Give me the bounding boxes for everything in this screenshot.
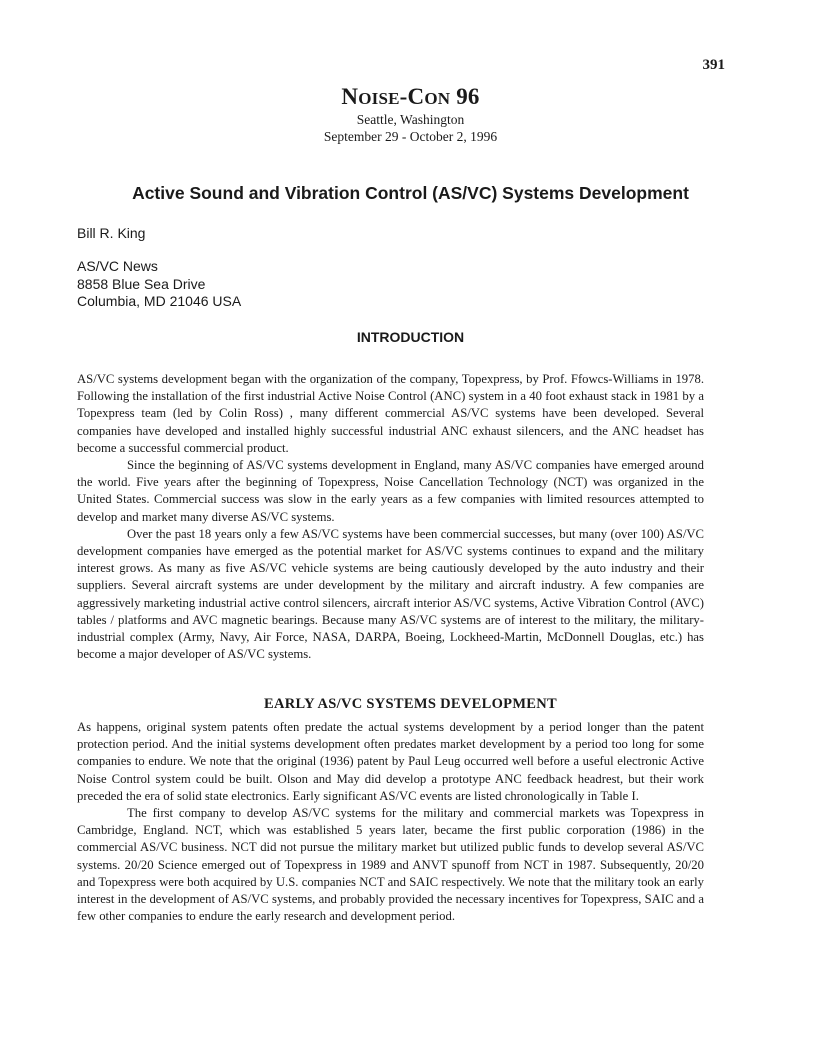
conference-location: Seattle, Washington bbox=[356, 112, 465, 127]
paragraph: As happens, original system patents often predate the actual systems development by a period longer than the patent protection period. And the initial systems development often predates market development by a period too long for some companies to endure. We note that the original (1936) patent by Paul Leug occurred well before a useful electronic Active Noise Control system could be built. Olson and May did develop a prototype ANC feedback headrest, but their work preceded the era of solid state electronics. Early significant AS/VC events are listed chronologically in Table I. bbox=[77, 720, 704, 803]
paragraph: Since the beginning of AS/VC systems development in England, many AS/VC companies have emerged around the world. Five years after the beginning of Topexpress, Noise Cancellation Technology (NCT) was organized in the United States. Commercial success was slow in the early years as a few companies with limited resources attempted to develop and market many diverse AS/VC systems. bbox=[77, 458, 704, 524]
page-number: 391 bbox=[702, 57, 725, 73]
paragraph: The first company to develop AS/VC systems for the military and commercial markets was Topexpress in Cambridge, England. NCT, which was established 5 years later, became the first public corporation (1986) in the commercial AS/VC business. NCT did not pursue the military market but utilized public funds to develop several AS/VC systems. 20/20 Science emerged out of Topexpress in 1989 and ANVT spunoff from NCT in 1987. Subsequently, 20/20 and Topexpress were both acquired by U.S. companies NCT and SAIC respectively. We note that the military took an early interest in the development of AS/VC systems, and probably provided the necessary incentives for Topexpress, SAIC and a few other companies to endure the early research and development period. bbox=[77, 806, 704, 924]
section-heading-introduction: INTRODUCTION bbox=[356, 329, 465, 345]
affiliation-street: 8858 Blue Sea Drive bbox=[77, 275, 206, 292]
affiliation-organization: AS/VC News bbox=[77, 258, 158, 274]
paragraph: Over the past 18 years only a few AS/VC systems have been commercial successes, but many (over 100) AS/VC development companies have emerged as the potential market for AS/VC systems continues to expand and the military interest grows. As many as five AS/VC vehicle systems are being cautiously developed by the auto industry and their suppliers. Several aircraft systems are under development by the military and aircraft industry. A few companies are aggressively marketing industrial active control silencers, aircraft interior AS/VC systems, Active Vibration Control (AVC) tables / platforms and AVC magnetic bearings. Because many AS/VC systems are of interest to the military, the military-industrial complex (Army, Navy, Air Force, NASA, DARPA, Boeing, Lockheed-Martin, McDonnell Douglas, etc.) has become a major developer of AS/VC systems. bbox=[77, 526, 704, 662]
conference-dates: September 29 - October 2, 1996 bbox=[323, 129, 498, 144]
conference-name: NOISE-CON 96 bbox=[341, 84, 480, 109]
affiliation-city: Columbia, MD 21046 USA bbox=[77, 293, 242, 309]
section-body-early-development bbox=[77, 719, 704, 925]
paper-title: Active Sound and Vibration Control (AS/VC) Systems Development bbox=[132, 183, 689, 203]
paragraph: AS/VC systems development began with the organization of the company, Topexpress, by Prof. Ffowcs-Williams in 1978. Following the installation of the first industrial Active Noise Control (ANC) system in a 40 foot exhaust stack in 1981 by a Topexpress team (led by Colin Ross) , many different commercial AS/VC systems have been developed. Several companies have developed and installed highly successful industrial ANC exhaust silencers, and the ANC headset has become a successful commercial product. bbox=[77, 372, 704, 455]
author-affiliation bbox=[77, 258, 241, 311]
author-name: Bill R. King bbox=[77, 225, 146, 241]
section-body-introduction bbox=[77, 371, 704, 663]
conference-title bbox=[0, 84, 821, 110]
section-heading-early-development: EARLY AS/VC SYSTEMS DEVELOPMENT bbox=[263, 696, 558, 712]
